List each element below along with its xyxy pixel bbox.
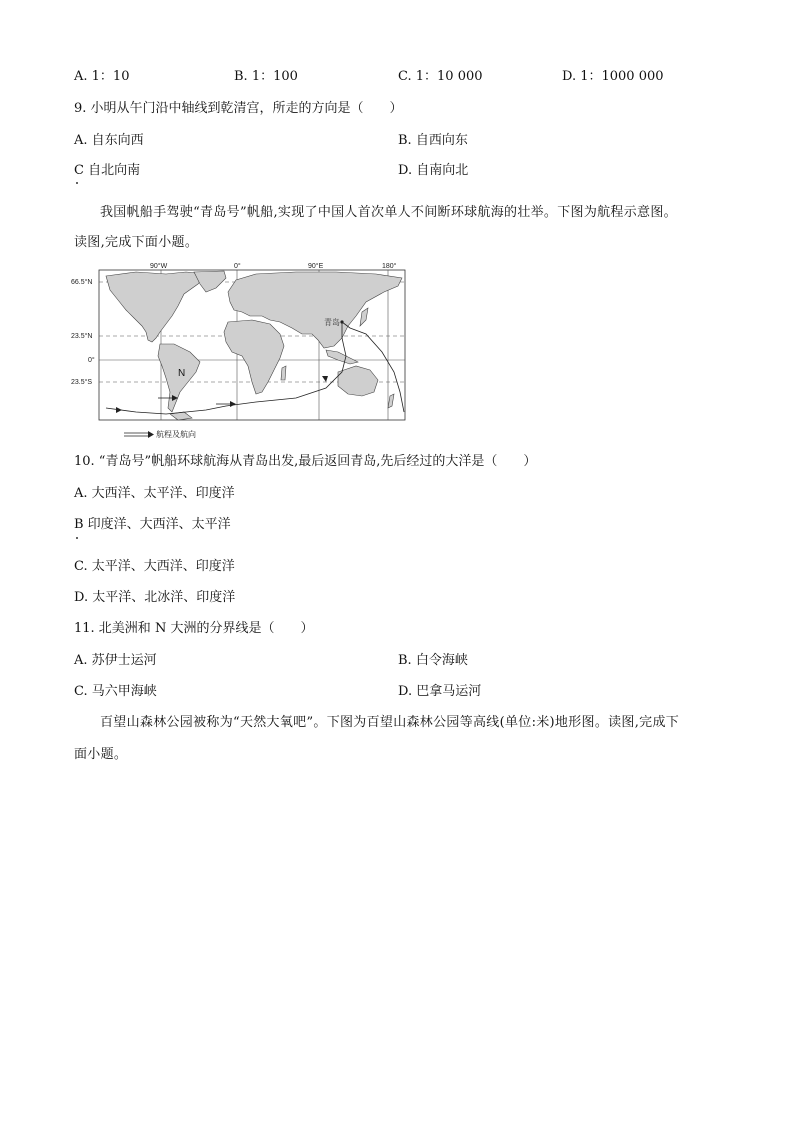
lat-label-23s: 23.5°S [71, 379, 93, 386]
q11-option-a: A. 苏伊士运河 [74, 653, 157, 668]
intro-paragraph-2: 百望山森林公园被称为“天然大氧吧”。下图为百望山森林公园等高线(单位:米)地形图。读图,完成下 [100, 715, 680, 730]
lon-label-90e: 90°E [308, 263, 324, 270]
voyage-map [66, 262, 412, 442]
q10-option-c: C. 太平洋、大西洋、印度洋 [74, 559, 235, 574]
lon-label-0: 0° [234, 263, 241, 270]
legend-arrow-icon [148, 431, 154, 438]
q9-option-a: A. 自东向西 [74, 133, 144, 148]
lon-label-180: 180° [382, 263, 397, 270]
qingdao-marker [340, 320, 343, 323]
option-b: B. 1：100 [234, 69, 298, 84]
question-11-stem: 11. 北美洲和 N 大洲的分界线是（ ） [74, 621, 314, 636]
q9-option-c: C 自北向南 [74, 163, 141, 178]
q10-option-b: B 印度洋、大西洋、太平洋 [74, 517, 231, 532]
qingdao-label: 青岛 [324, 318, 340, 327]
q9-option-d: D. 自南向北 [398, 163, 469, 178]
q10-option-a: A. 大西洋、太平洋、印度洋 [74, 486, 235, 501]
lat-label-66n: 66.5°N [71, 279, 93, 286]
lat-label-23n: 23.5°N [71, 333, 93, 340]
stray-dot [76, 182, 78, 184]
question-9-stem: 9. 小明从午门沿中轴线到乾清宫，所走的方向是（ ） [74, 101, 403, 116]
option-d: D. 1：1000 000 [562, 69, 664, 84]
question-10-stem: 10. “青岛号”帆船环球航海从青岛出发,最后返回青岛,先后经过的大洋是（ ） [74, 454, 537, 469]
option-a: A. 1：10 [74, 69, 130, 84]
intro-paragraph-2-cont: 面小题。 [74, 747, 128, 762]
q11-option-d: D. 巴拿马运河 [398, 684, 482, 699]
continent-n-label: N [178, 368, 186, 379]
q9-option-b: B. 自西向东 [398, 133, 468, 148]
q11-option-c: C. 马六甲海峡 [74, 684, 157, 699]
q11-option-b: B. 白令海峡 [398, 653, 468, 668]
legend-label: 航程及航向 [156, 430, 196, 439]
option-c: C. 1：10 000 [398, 69, 483, 84]
intro-paragraph-1: 我国帆船手驾驶“青岛号”帆船,实现了中国人首次单人不间断环球航海的壮举。下图为航程示意图。 [100, 205, 677, 220]
lon-label-90w: 90°W [150, 263, 168, 270]
stray-dot-2 [76, 537, 78, 539]
q10-option-d: D. 太平洋、北冰洋、印度洋 [74, 590, 236, 605]
intro-paragraph-1-cont: 读图,完成下面小题。 [74, 235, 199, 250]
lat-label-0: 0° [88, 357, 95, 364]
madagascar [281, 366, 286, 380]
